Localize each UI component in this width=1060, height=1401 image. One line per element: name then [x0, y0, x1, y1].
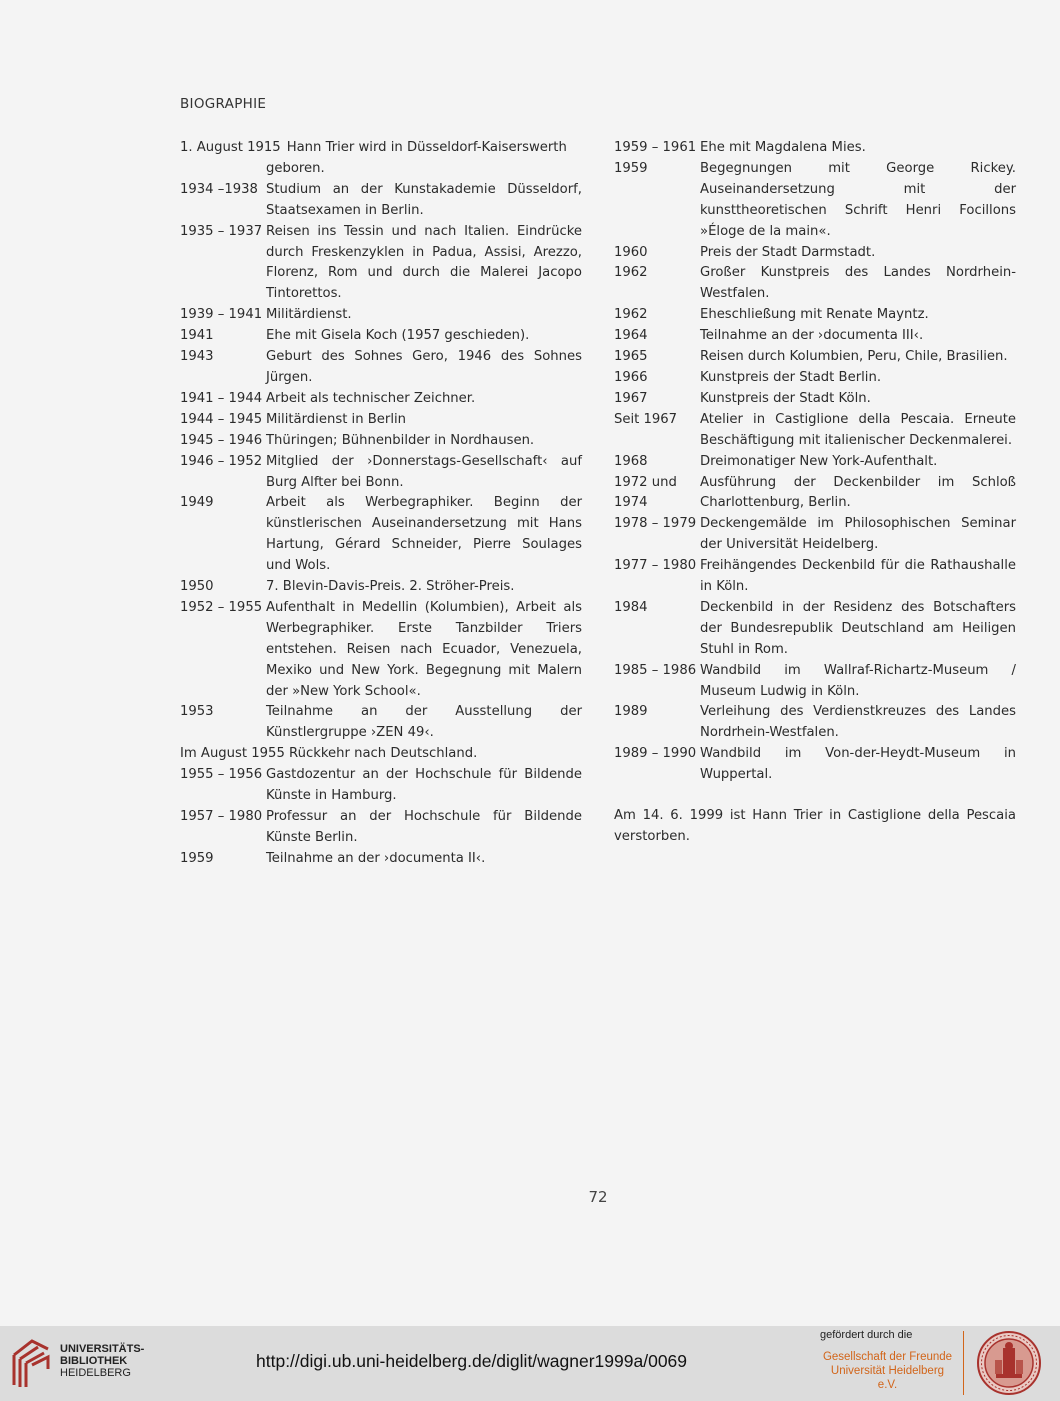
entry-date: 1. August 1915: [180, 140, 281, 155]
entry-text: Studium an der Kunstakademie Düsseldorf, Staatsexamen in Berlin.: [266, 181, 582, 218]
list-item: [614, 744, 1016, 786]
left-column: [180, 138, 582, 870]
entry-date: 1935 – 1937: [180, 223, 263, 239]
list-item: [614, 305, 1016, 326]
entry-text: Arbeit als technischer Zeichner.: [266, 390, 476, 406]
library-line: BIBLIOTHEK: [60, 1355, 128, 1367]
list-item: [180, 493, 582, 577]
entry-date: 1985 – 1986: [614, 662, 697, 678]
entry-text: Teilnahme an der Ausstellung der Künstlergruppe ›ZEN 49‹.: [266, 704, 582, 741]
footer-divider: [963, 1331, 964, 1395]
entry-text: Militärdienst.: [266, 307, 352, 323]
library-line: HEIDELBERG: [60, 1367, 131, 1379]
list-item: [180, 849, 582, 870]
entry-date: 1957 – 1980: [180, 809, 263, 824]
entry-text: Eheschließung mit Renate Mayntz.: [700, 307, 929, 323]
entry-text: Atelier in Castiglione della Pescaia. Erneute Beschäftigung mit italienischer Deckenmalerei.: [700, 411, 1016, 448]
list-item: [180, 702, 582, 744]
footer-bar: [0, 1326, 1060, 1401]
entry-date: 1965: [614, 349, 648, 365]
entry-date: 1955 – 1956: [180, 767, 263, 783]
entry-date: 1962: [614, 307, 648, 323]
list-item: [614, 661, 1016, 703]
entry-date: 1950: [180, 579, 214, 595]
page-heading: BIOGRAPHIE: [180, 96, 267, 112]
permalink-url[interactable]: http://digi.ub.uni-heidelberg.de/diglit/wagner1999a/0069: [256, 1351, 688, 1371]
entry-text: Dreimonatiger New York-Aufenthalt.: [700, 453, 938, 469]
entry-date: 1962: [614, 265, 648, 281]
list-item: [614, 368, 1016, 389]
entry-text: Begegnungen mit George Rickey. Auseinandersetzung mit der kunsttheoretischen Schrift Henri Focillons »Éloge de la main«.: [700, 160, 1016, 239]
entry-text: Verleihung des Verdienstkreuzes des Landes Nordrhein-Westfalen.: [700, 704, 1016, 741]
entry-date: 1966: [614, 369, 648, 385]
entry-text: Militärdienst in Berlin: [266, 411, 407, 427]
entry-text: Reisen durch Kolumbien, Peru, Chile, Brasilien.: [700, 349, 1008, 365]
list-item: [180, 326, 582, 347]
entry-date: 1959 – 1961: [614, 140, 697, 155]
entry-date: 1989: [614, 704, 648, 720]
entry-date: 1978 – 1979: [614, 516, 697, 532]
university-seal-icon[interactable]: [976, 1330, 1042, 1396]
list-item: [180, 389, 582, 410]
list-item: [180, 138, 582, 159]
list-item: [614, 138, 1016, 159]
list-item: [614, 159, 1016, 243]
entry-text: Teilnahme an der ›documenta II‹.: [266, 850, 486, 866]
entry-text: Thüringen; Bühnenbilder in Nordhausen.: [266, 432, 535, 448]
entry-date: 1972 und 1974: [614, 474, 677, 511]
entry-text: Aufenthalt in Medellin (Kolumbien), Arbeit als Werbegraphiker. Erste Tanzbilder Triers entstehen. Reisen nach Ecuador, Venezuela, Mexiko und New York. Begegnung mit Malern der »New York School«.: [266, 599, 582, 699]
entry-text: Reisen ins Tessin und nach Italien. Eindrücke durch Freskenzyklen in Padua, Assisi, Arezzo, Florenz, Rom und durch die Malerei Jacopo Tintorettos.: [266, 223, 582, 302]
list-item: [180, 431, 582, 452]
funded-by-label: gefördert durch die: [820, 1329, 913, 1341]
entry-date: Seit 1967: [614, 411, 678, 427]
entry-date: 1968: [614, 453, 648, 469]
list-item: [614, 243, 1016, 264]
entry-text: Kunstpreis der Stadt Köln.: [700, 390, 871, 406]
entry-date: 1977 – 1980: [614, 558, 697, 574]
entry-text: 7. Blevin-Davis-Preis. 2. Ströher-Preis.: [266, 579, 515, 595]
entry-date: 1941: [180, 328, 214, 344]
list-item: [614, 263, 1016, 305]
list-item: [614, 702, 1016, 744]
list-item: [614, 598, 1016, 661]
list-item: [180, 347, 582, 389]
entry-date: 1939 – 1941: [180, 307, 263, 323]
entry-date: 1959: [180, 850, 214, 866]
list-item: geboren.: [266, 160, 325, 176]
page-number: 72: [588, 1188, 608, 1206]
entry-text: Kunstpreis der Stadt Berlin.: [700, 369, 882, 385]
entry-text: Mitglied der ›Donnerstags-Gesellschaft‹ auf Burg Alfter bei Bonn.: [266, 453, 582, 490]
entry-date: 1941 – 1944: [180, 390, 263, 406]
entry-date: 1960: [614, 244, 648, 260]
entry-date: 1953: [180, 704, 214, 720]
list-item: [180, 807, 582, 849]
society-line: Gesellschaft der Freunde: [822, 1351, 953, 1363]
society-name[interactable]: [820, 1350, 955, 1392]
entry-text: Ehe mit Gisela Koch (1957 geschieden).: [266, 328, 530, 344]
list-item: [180, 305, 582, 326]
entry-text: Teilnahme an der ›documenta III‹.: [700, 328, 924, 344]
entry-date: 1952 – 1955: [180, 599, 263, 615]
entry-date: 1944 – 1945: [180, 411, 263, 427]
entry-text: Wandbild im Von-der-Heydt-Museum in Wuppertal.: [700, 746, 1016, 783]
list-item: [180, 744, 582, 765]
entry-text: Freihängendes Deckenbild für die Rathaushalle in Köln.: [700, 558, 1016, 595]
entry-text: Hann Trier wird in Düsseldorf-Kaiserswerth: [286, 140, 567, 155]
entry-text: Großer Kunstpreis des Landes Nordrhein-Westfalen.: [700, 265, 1016, 302]
entry-text: Geburt des Sohnes Gero, 1946 des Sohnes Jürgen.: [266, 349, 582, 385]
list-item: [180, 765, 582, 807]
library-logo-icon[interactable]: [10, 1335, 52, 1389]
list-item: [614, 347, 1016, 368]
entry-text: Ausführung der Deckenbilder im Schloß Charlottenburg, Berlin.: [700, 474, 1016, 511]
entry-text: Wandbild im Wallraf-Richartz-Museum / Museum Ludwig in Köln.: [700, 662, 1016, 699]
library-line: UNIVERSITÄTS-: [60, 1343, 145, 1355]
entry-text: Gastdozentur an der Hochschule für Bildende Künste in Hamburg.: [266, 767, 582, 804]
list-item: [614, 326, 1016, 347]
entry-date: 1967: [614, 390, 648, 406]
entry-date: 1989 – 1990: [614, 746, 697, 762]
entry-text: Ehe mit Magdalena Mies.: [700, 140, 866, 155]
list-item: [180, 410, 582, 431]
entry-text: Preis der Stadt Darmstadt.: [700, 244, 876, 260]
right-column: [614, 138, 1016, 848]
entry-text: Deckenbild in der Residenz des Botschafters der Bundesrepublik Deutschland am Heiligen Stuhl in Rom.: [700, 599, 1016, 657]
closing-note: Am 14. 6. 1999 ist Hann Trier in Castiglione della Pescaia verstorben.: [614, 808, 1016, 844]
list-item: [614, 389, 1016, 410]
entry-date: 1949: [180, 495, 214, 511]
list-item: [180, 180, 582, 222]
list-item: [180, 452, 582, 494]
list-item: [614, 556, 1016, 598]
list-item: [180, 577, 582, 598]
society-line: Universität Heidelberg e.V.: [830, 1365, 945, 1391]
list-item: [180, 222, 582, 306]
entry-text: Arbeit als Werbegraphiker. Beginn der künstlerischen Auseinandersetzung mit Hans Hartung, Gérard Schneider, Pierre Soulages und Wols.: [266, 495, 582, 574]
list-item: [614, 410, 1016, 452]
entry-date: 1943: [180, 349, 214, 365]
entry-date: 1964: [614, 328, 648, 344]
entry-date: 1946 – 1952: [180, 453, 263, 469]
entry-date: 1945 – 1946: [180, 432, 263, 448]
list-item: [180, 598, 582, 703]
list-item: [614, 514, 1016, 556]
entry-date: 1984: [614, 599, 648, 615]
list-item: [614, 452, 1016, 473]
entry-date: 1934 –1938: [180, 181, 258, 197]
list-item: [614, 473, 1016, 515]
entry-text: Im August 1955 Rückkehr nach Deutschland.: [180, 746, 478, 762]
entry-text: Professur an der Hochschule für Bildende Künste Berlin.: [266, 809, 582, 845]
library-name[interactable]: [60, 1343, 144, 1379]
entry-date: 1959: [614, 160, 648, 176]
entry-text: Deckengemälde im Philosophischen Seminar der Universität Heidelberg.: [700, 516, 1016, 553]
